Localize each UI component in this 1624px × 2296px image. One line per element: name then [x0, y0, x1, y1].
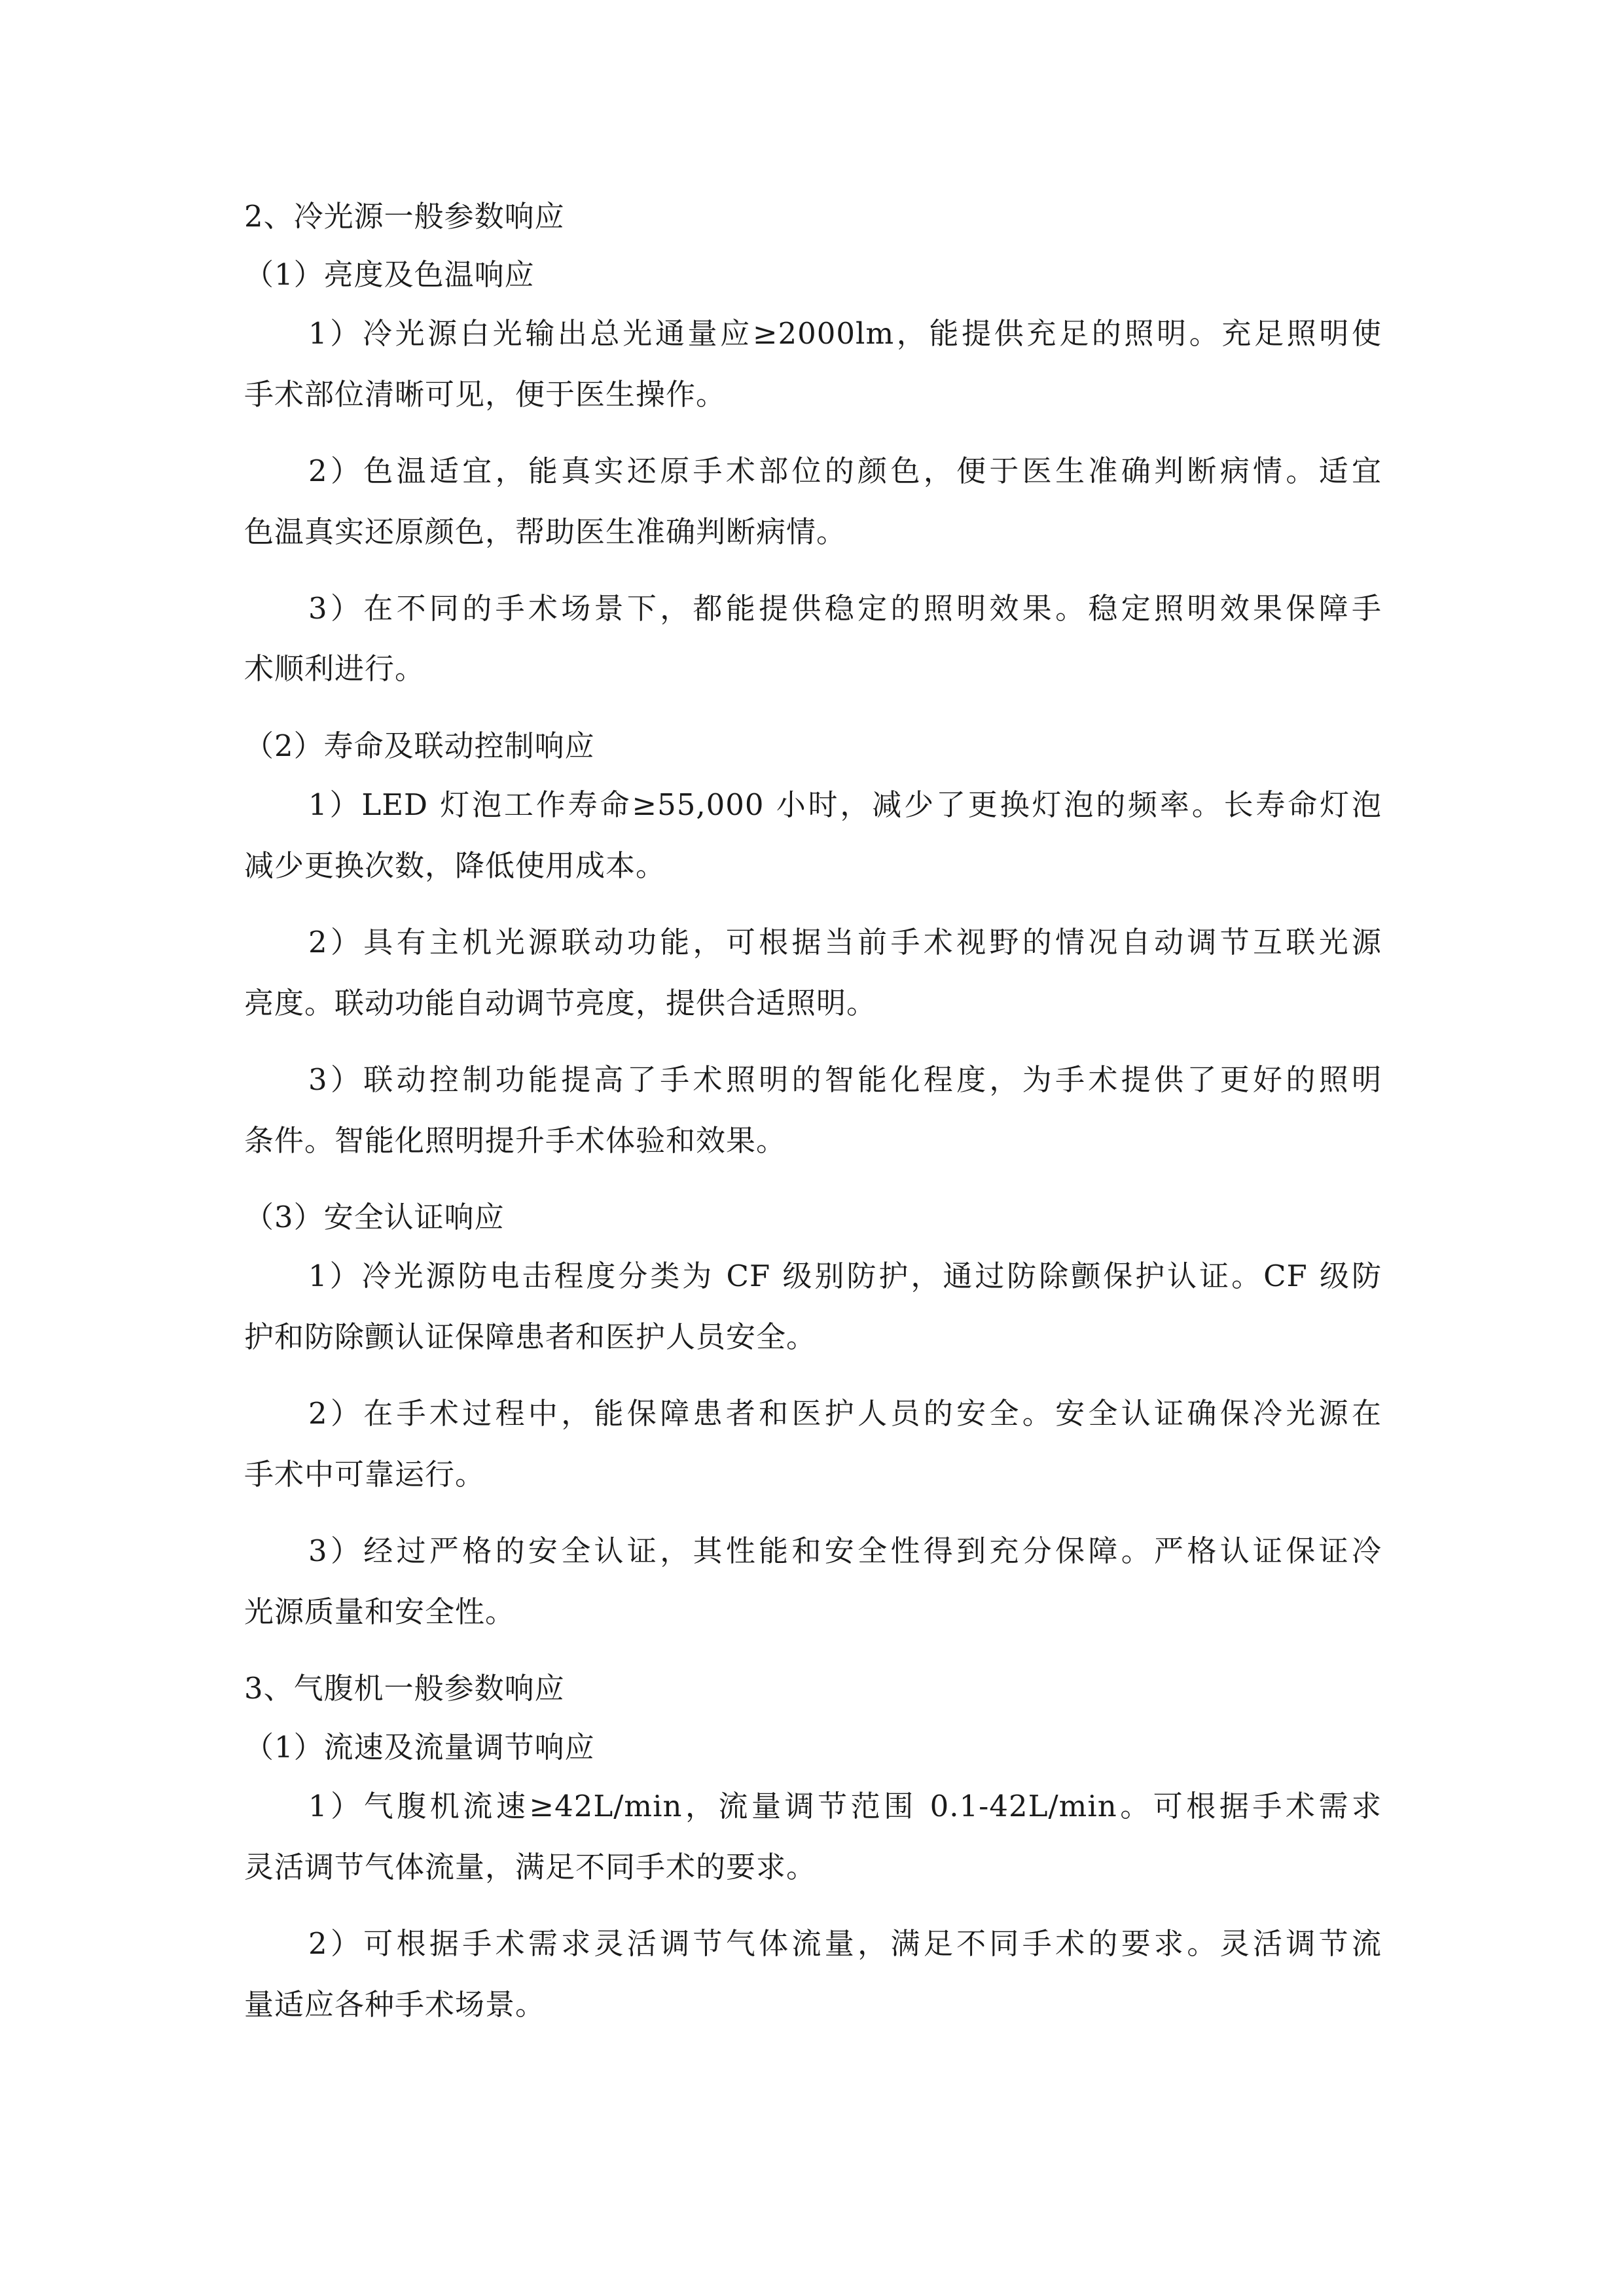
subsection-heading: （1）流速及流量调节响应 [244, 1730, 595, 1765]
paragraph-line: 手术中可靠运行。 [244, 1457, 486, 1492]
paragraph-line: 3）联动控制功能提高了手术照明的智能化程度，为手术提供了更好的照明 [308, 1062, 1382, 1097]
paragraph-line: 术顺利进行。 [244, 651, 425, 686]
section-heading: 2、冷光源一般参数响应 [244, 199, 565, 234]
subsection-heading: （3）安全认证响应 [244, 1200, 505, 1234]
paragraph-line: 量适应各种手术场景。 [244, 1987, 546, 2022]
paragraph-line: 2）可根据手术需求灵活调节气体流量，满足不同手术的要求。灵活调节流 [308, 1926, 1382, 1961]
paragraph-line: 手术部位清晰可见，便于医生操作。 [244, 377, 727, 412]
paragraph-line: 1）LED 灯泡工作寿命≥55,000 小时，减少了更换灯泡的频率。长寿命灯泡 [308, 787, 1382, 822]
paragraph-line: 光源质量和安全性。 [244, 1594, 516, 1629]
paragraph-line: 2）具有主机光源联动功能，可根据当前手术视野的情况自动调节互联光源 [308, 925, 1382, 960]
subsection-heading: （1）亮度及色温响应 [244, 257, 535, 292]
paragraph-line: 2）色温适宜，能真实还原手术部位的颜色，便于医生准确判断病情。适宜 [308, 454, 1382, 488]
paragraph-line: 亮度。联动功能自动调节亮度，提供合适照明。 [244, 986, 877, 1020]
paragraph-line: 3）经过严格的安全认证，其性能和安全性得到充分保障。严格认证保证冷 [308, 1534, 1382, 1568]
paragraph-line: 护和防除颤认证保障患者和医护人员安全。 [244, 1319, 817, 1354]
paragraph-line: 2）在手术过程中，能保障患者和医护人员的安全。安全认证确保冷光源在 [308, 1396, 1382, 1431]
paragraph-line: 3）在不同的手术场景下，都能提供稳定的照明效果。稳定照明效果保障手 [308, 591, 1382, 626]
paragraph-line: 条件。智能化照明提升手术体验和效果。 [244, 1123, 787, 1158]
subsection-heading: （2）寿命及联动控制响应 [244, 728, 595, 763]
paragraph-line: 减少更换次数，降低使用成本。 [244, 848, 666, 883]
paragraph-line: 1）气腹机流速≥42L/min，流量调节范围 0.1-42L/min。可根据手术需求 [308, 1789, 1382, 1823]
paragraph-line: 1）冷光源防电击程度分类为 CF 级别防护，通过防除颤保护认证。CF 级防 [308, 1259, 1382, 1293]
paragraph-line: 1）冷光源白光输出总光通量应≥2000lm，能提供充足的照明。充足照明使 [308, 316, 1382, 351]
paragraph-line: 灵活调节气体流量，满足不同手术的要求。 [244, 1850, 817, 1884]
paragraph-line: 色温真实还原颜色，帮助医生准确判断病情。 [244, 514, 847, 549]
section-heading: 3、气腹机一般参数响应 [244, 1671, 565, 1706]
